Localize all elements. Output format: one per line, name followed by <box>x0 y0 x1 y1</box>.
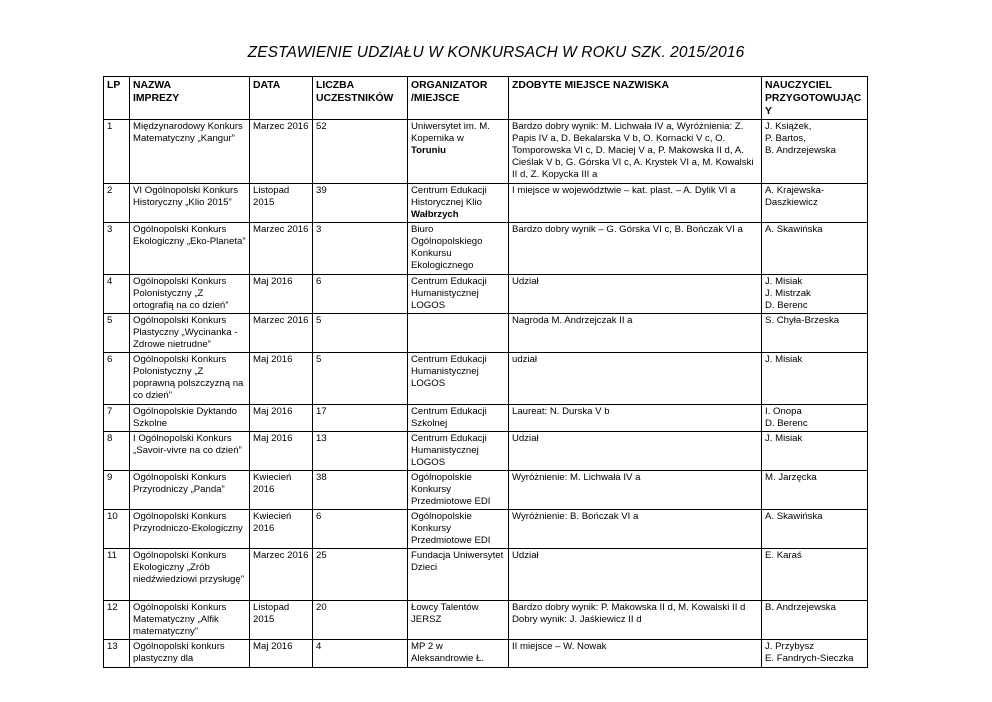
teacher-name: J. Mistrzak <box>765 287 811 299</box>
organizator-city: Wałbrzych <box>411 208 459 220</box>
row-nazwa: Ogólnopolski Konkurs Polonistyczny „Z poprawną polszczyzną na co dzień” <box>130 353 250 405</box>
row-data: Kwiecień 2016 <box>250 470 313 509</box>
row-organizator <box>408 275 509 314</box>
teacher-name: E. Karaś <box>765 549 802 561</box>
row-nazwa: Ogólnopolski Konkurs Ekologiczny „Zrób niedźwiedziowi przysługę” <box>130 548 250 600</box>
organizator-text: Centrum Edukacji Humanistycznej LOGOS <box>411 432 487 468</box>
teacher-name: J. Misiak <box>765 432 803 444</box>
row-data: Maj 2016 <box>250 353 313 405</box>
row-organizator <box>408 600 509 639</box>
row-miejsce: I miejsce w województwie – kat. plast. – A. Dylik VI a <box>509 184 762 223</box>
organizator-text: Fundacja Uniwersytet Dzieci <box>411 549 504 573</box>
organizator-text: Centrum Edukacji Historycznej Klio <box>411 185 487 208</box>
row-nauczyciel <box>762 600 868 639</box>
row-data: Marzec 2016 <box>250 314 313 353</box>
row-nazwa: Ogólnopolski Konkurs Matematyczny „Alfik matematyczny” <box>130 600 250 639</box>
row-lp: 8 <box>104 431 130 470</box>
row-data: Marzec 2016 <box>250 120 313 184</box>
row-nauczyciel <box>762 120 868 184</box>
header-nauczyciel-line2: PRZYGOTOWUJĄCY <box>765 93 862 117</box>
row-liczba: 6 <box>313 275 408 314</box>
row-data: Kwiecień 2016 <box>250 509 313 548</box>
teacher-name: J. Misiak <box>765 354 803 365</box>
row-liczba: 25 <box>313 548 408 600</box>
teacher-name: A. Skawińska <box>765 224 823 235</box>
row-lp: 10 <box>104 509 130 548</box>
row-organizator <box>408 470 509 509</box>
row-data: Marzec 2016 <box>250 548 313 600</box>
organizator-text: Ogólnopolskie Konkursy Przedmiotowe EDI <box>411 471 491 507</box>
table-row <box>104 120 868 184</box>
teacher-name: I. Onopa <box>765 406 802 417</box>
row-nazwa: Ogólnopolski Konkurs Plastyczny „Wycinanka - Zdrowe nietrudne” <box>130 314 250 353</box>
teacher-name: A. Krajewska-Daszkiewicz <box>765 185 825 208</box>
row-organizator <box>408 184 509 223</box>
row-nauczyciel <box>762 470 868 509</box>
row-data: Marzec 2016 <box>250 223 313 275</box>
row-nazwa: Ogólnopolski Konkurs Przyrodniczy „Panda” <box>130 470 250 509</box>
row-data: Listopad 2015 <box>250 184 313 223</box>
table-row <box>104 223 868 275</box>
header-organizator-line1: ORGANIZATOR <box>411 80 488 91</box>
row-organizator <box>408 639 509 667</box>
row-miejsce: Udział <box>509 548 762 600</box>
row-data: Maj 2016 <box>250 639 313 667</box>
row-organizator <box>408 223 509 275</box>
row-liczba: 20 <box>313 600 408 639</box>
teacher-name: S. Chyła-Brzeska <box>765 315 840 326</box>
row-liczba: 52 <box>313 120 408 184</box>
row-lp: 6 <box>104 353 130 405</box>
row-nauczyciel <box>762 431 868 470</box>
row-nazwa: Ogólnopolski Konkurs Przyrodniczo-Ekologiczny <box>130 509 250 548</box>
row-nauczyciel <box>762 184 868 223</box>
row-miejsce: Laureat: N. Durska V b <box>509 405 762 432</box>
row-liczba: 6 <box>313 509 408 548</box>
header-row <box>104 77 868 120</box>
row-lp: 9 <box>104 470 130 509</box>
header-data: DATA <box>250 77 313 120</box>
row-lp: 1 <box>104 120 130 184</box>
row-liczba: 5 <box>313 353 408 405</box>
row-miejsce: Udział <box>509 275 762 314</box>
row-nauczyciel <box>762 314 868 353</box>
header-liczba <box>313 77 408 120</box>
row-organizator <box>408 431 509 470</box>
organizator-text: Uniwersytet im. M. Kopernika w <box>411 121 490 144</box>
header-nauczyciel <box>762 77 868 120</box>
header-nauczyciel-line1: NAUCZYCIEL <box>765 80 832 91</box>
header-liczba-line2: UCZESTNIKÓW <box>316 93 394 104</box>
row-miejsce: Bardzo dobry wynik: M. Lichwała IV a, Wyróżnienia: Z. Papis IV a, D. Bekalarska V b, O. Kornacki V c, O. Tomporowska VI c, D. Maciej V a, P. Makowska II d, A. Cieślak V b, G. Górska VI c, A. Krystek VI a, M. Kowalski II d, Z. Kopycka III a <box>509 120 762 184</box>
organizator-text: Łowcy Talentów JERSZ <box>411 601 479 625</box>
teacher-name: A. Skawińska <box>765 510 823 522</box>
row-nazwa: Ogólnopolski konkurs plastyczny dla <box>130 639 250 667</box>
row-organizator <box>408 120 509 184</box>
header-miejsce: ZDOBYTE MIEJSCE NAZWISKA <box>509 77 762 120</box>
row-nazwa: Ogólnopolskie Dyktando Szkolne <box>130 405 250 432</box>
organizator-text: Biuro Ogólnopolskiego Konkursu Ekologicznego <box>411 224 483 271</box>
teacher-name: J. Książek, <box>765 121 812 132</box>
header-nazwa-line1: NAZWA <box>133 80 172 91</box>
row-liczba: 17 <box>313 405 408 432</box>
row-data: Maj 2016 <box>250 431 313 470</box>
row-organizator <box>408 405 509 432</box>
table-row <box>104 275 868 314</box>
row-miejsce: Udział <box>509 431 762 470</box>
row-organizator <box>408 353 509 405</box>
row-nauczyciel <box>762 353 868 405</box>
row-liczba: 13 <box>313 431 408 470</box>
table-row <box>104 184 868 223</box>
row-data: Listopad 2015 <box>250 600 313 639</box>
table-row <box>104 431 868 470</box>
row-organizator <box>408 509 509 548</box>
row-lp: 13 <box>104 639 130 667</box>
row-miejsce: II miejsce – W. Nowak <box>509 639 762 667</box>
organizator-city: Toruniu <box>411 144 446 156</box>
teacher-name: B. Andrzejewska <box>765 601 836 613</box>
table-row <box>104 600 868 639</box>
table-row <box>104 353 868 405</box>
row-data: Maj 2016 <box>250 275 313 314</box>
row-lp: 4 <box>104 275 130 314</box>
row-nazwa: Międzynarodowy Konkurs Matematyczny „Kangur” <box>130 120 250 184</box>
organizator-text: Centrum Edukacji Humanistycznej LOGOS <box>411 354 487 389</box>
row-lp: 12 <box>104 600 130 639</box>
row-liczba: 5 <box>313 314 408 353</box>
row-miejsce: Nagroda M. Andrzejczak II a <box>509 314 762 353</box>
row-miejsce: Bardzo dobry wynik: P. Makowska II d, M. Kowalski II d Dobry wynik: J. Jaśkiewicz II d <box>509 600 762 639</box>
row-lp: 7 <box>104 405 130 432</box>
row-organizator <box>408 548 509 600</box>
header-nazwa <box>130 77 250 120</box>
row-nauczyciel <box>762 639 868 667</box>
teacher-name: D. Berenc <box>765 299 808 311</box>
row-nauczyciel <box>762 405 868 432</box>
row-liczba: 39 <box>313 184 408 223</box>
row-miejsce: Bardzo dobry wynik – G. Górska VI c, B. Bończak VI a <box>509 223 762 275</box>
header-lp: LP <box>104 77 130 120</box>
teacher-name: J. Przybysz <box>765 640 815 652</box>
row-liczba: 4 <box>313 639 408 667</box>
row-data: Maj 2016 <box>250 405 313 432</box>
row-nazwa: I Ogólnopolski Konkurs „Savoir-vivre na co dzień” <box>130 431 250 470</box>
table-row <box>104 548 868 600</box>
teacher-name: B. Andrzejewska <box>765 144 836 156</box>
row-nazwa: VI Ogólnopolski Konkurs Historyczny „Klio 2015” <box>130 184 250 223</box>
teacher-name: D. Berenc <box>765 417 808 429</box>
row-nazwa: Ogólnopolski Konkurs Ekologiczny „Eko-Planeta” <box>130 223 250 275</box>
row-liczba: 3 <box>313 223 408 275</box>
table-row <box>104 470 868 509</box>
row-nauczyciel <box>762 275 868 314</box>
organizator-text: Ogólnopolskie Konkursy Przedmiotowe EDI <box>411 510 491 546</box>
row-miejsce: Wyróżnienie: B. Bończak VI a <box>509 509 762 548</box>
row-lp: 2 <box>104 184 130 223</box>
row-nauczyciel <box>762 509 868 548</box>
header-organizator-line2: /MIEJSCE <box>411 93 460 104</box>
table-row <box>104 639 868 667</box>
teacher-name: E. Fandrych-Sieczka <box>765 652 854 664</box>
row-liczba: 38 <box>313 470 408 509</box>
row-lp: 5 <box>104 314 130 353</box>
row-lp: 11 <box>104 548 130 600</box>
table-row <box>104 314 868 353</box>
table-row <box>104 405 868 432</box>
teacher-name: M. Jarzęcka <box>765 471 817 483</box>
teacher-name: P. Bartos, <box>765 132 806 144</box>
header-organizator <box>408 77 509 120</box>
organizator-text: Centrum Edukacji Szkolnej <box>411 406 487 429</box>
row-miejsce: udział <box>509 353 762 405</box>
organizator-text: MP 2 w Aleksandrowie Ł. <box>411 640 485 664</box>
teacher-name: J. Misiak <box>765 276 803 287</box>
organizator-text: Centrum Edukacji Humanistycznej LOGOS <box>411 276 487 311</box>
header-liczba-line1: LICZBA <box>316 80 355 91</box>
document-title: ZESTAWIENIE UDZIAŁU W KONKURSACH W ROKU SZK. 2015/2016 <box>247 44 745 61</box>
row-lp: 3 <box>104 223 130 275</box>
table-body <box>104 120 868 668</box>
row-organizator <box>408 314 509 353</box>
row-nazwa: Ogólnopolski Konkurs Polonistyczny „Z ortografią na co dzień” <box>130 275 250 314</box>
row-nauczyciel <box>762 548 868 600</box>
contest-table <box>103 76 868 668</box>
table-row <box>104 509 868 548</box>
row-miejsce: Wyróżnienie: M. Lichwała IV a <box>509 470 762 509</box>
row-nauczyciel <box>762 223 868 275</box>
header-nazwa-line2: IMPREZY <box>133 93 180 104</box>
